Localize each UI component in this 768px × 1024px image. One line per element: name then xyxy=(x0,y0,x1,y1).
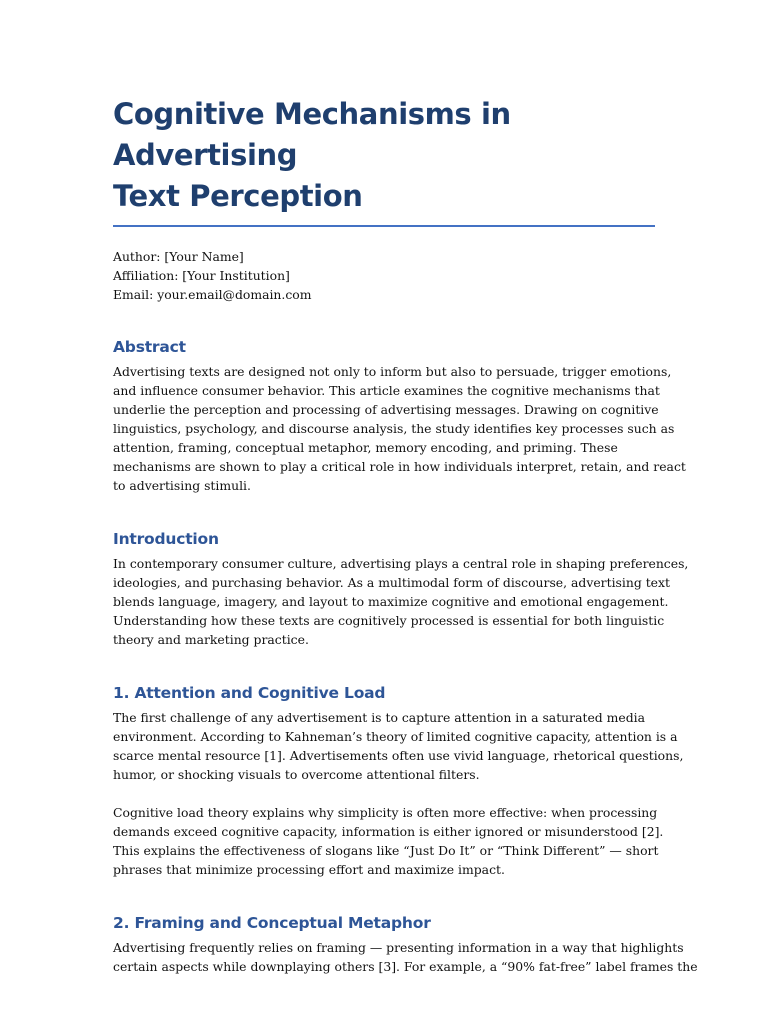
text-line: mechanisms are shown to play a critical role in how individuals interpret, retain, and react xyxy=(113,459,686,474)
text-line: attention, framing, conceptual metaphor, memory encoding, and priming. These xyxy=(113,440,618,455)
text-line: humor, or shocking visuals to overcome attentional filters. xyxy=(113,767,480,782)
attention-paragraph-1 xyxy=(113,708,684,784)
text-line: theory and marketing practice. xyxy=(113,632,309,647)
text-line: ideologies, and purchasing behavior. As a multimodal form of discourse, advertising text xyxy=(113,575,670,590)
text-line: to advertising stimuli. xyxy=(113,478,251,493)
text-line: linguistics, psychology, and discourse analysis, the study identifies key processes such as xyxy=(113,421,675,436)
affiliation-line: Affiliation: [Your Institution] xyxy=(113,268,290,283)
framing-paragraph xyxy=(113,938,698,976)
author-line: Author: [Your Name] xyxy=(113,249,244,264)
text-line: Cognitive load theory explains why simplicity is often more effective: when processing xyxy=(113,805,658,820)
text-line: underlie the perception and processing of advertising messages. Drawing on cognitive xyxy=(113,402,659,417)
section-heading-framing: 2. Framing and Conceptual Metaphor xyxy=(113,914,431,932)
text-line: In contemporary consumer culture, advertising plays a central role in shaping preferences, xyxy=(113,556,689,571)
title-line: Cognitive Mechanisms in Advertising xyxy=(113,97,511,172)
abstract-paragraph xyxy=(113,362,686,495)
document-title xyxy=(113,94,658,217)
section-heading-attention: 1. Attention and Cognitive Load xyxy=(113,684,386,702)
section-heading-abstract: Abstract xyxy=(113,338,186,356)
text-line: This explains the effectiveness of slogans like “Just Do It” or “Think Different” — short xyxy=(113,843,659,858)
author-info xyxy=(113,247,658,304)
title-line: Text Perception xyxy=(113,179,363,213)
text-line: certain aspects while downplaying others [3]. For example, a “90% fat-free” label frames the xyxy=(113,959,698,974)
introduction-paragraph xyxy=(113,554,689,649)
text-line: blends language, imagery, and layout to maximize cognitive and emotional engagement. xyxy=(113,594,669,609)
title-underline xyxy=(113,225,655,227)
text-line: scarce mental resource [1]. Advertisements often use vivid language, rhetorical questions, xyxy=(113,748,684,763)
text-line: Understanding how these texts are cognitively processed is essential for both linguistic xyxy=(113,613,665,628)
document-page xyxy=(113,94,698,976)
email-line: Email: your.email@domain.com xyxy=(113,287,312,302)
text-line: Advertising texts are designed not only to inform but also to persuade, trigger emotions, xyxy=(113,364,672,379)
text-line: Advertising frequently relies on framing — presenting information in a way that highlights xyxy=(113,940,684,955)
attention-paragraph-2 xyxy=(113,803,664,879)
section-heading-introduction: Introduction xyxy=(113,530,219,548)
text-line: phrases that minimize processing effort and maximize impact. xyxy=(113,862,505,877)
text-line: environment. According to Kahneman’s theory of limited cognitive capacity, attention is a xyxy=(113,729,678,744)
text-line: and influence consumer behavior. This article examines the cognitive mechanisms that xyxy=(113,383,660,398)
text-line: The first challenge of any advertisement is to capture attention in a saturated media xyxy=(113,710,646,725)
text-line: demands exceed cognitive capacity, information is either ignored or misunderstood [2]. xyxy=(113,824,664,839)
